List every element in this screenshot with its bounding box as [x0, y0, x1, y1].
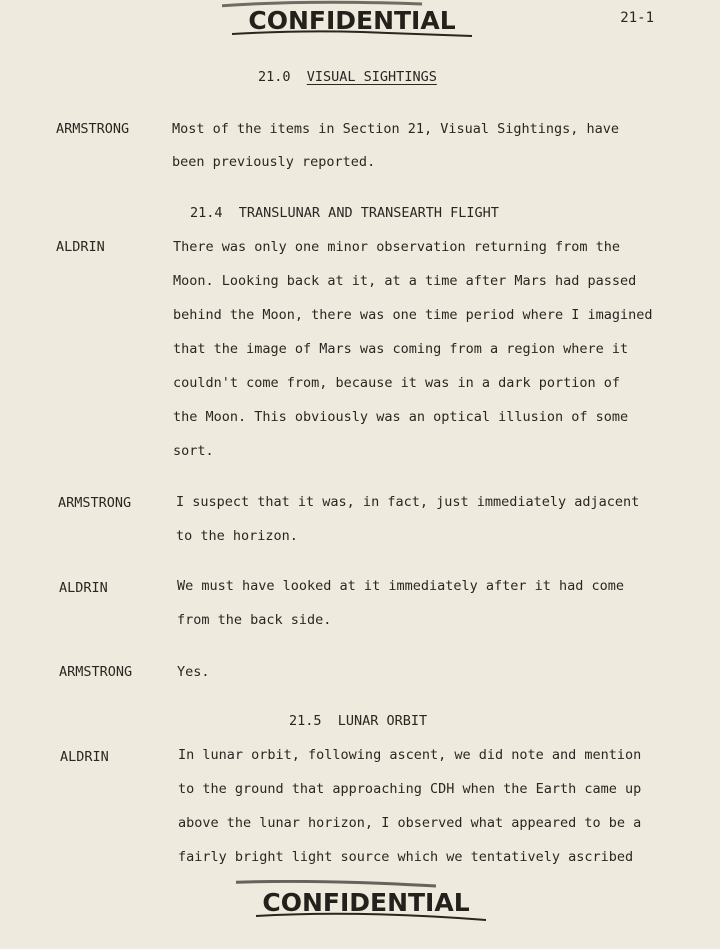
transcript-line: behind the Moon, there was one time period where I imagined — [173, 307, 653, 323]
transcript-line: from the back side. — [177, 612, 332, 628]
transcript-line: Moon. Looking back at it, at a time after Mars had passed — [173, 273, 637, 289]
transcript-line: to the ground that approaching CDH when the Earth came up — [178, 781, 642, 797]
speaker-name: ARMSTRONG — [58, 495, 132, 511]
page-number: 21-1 — [620, 10, 654, 26]
section-number: 21.0 — [258, 69, 291, 85]
stamp-text: CONFIDENTIAL — [262, 888, 470, 917]
speaker-name: ARMSTRONG — [59, 664, 133, 680]
confidential-stamp-top — [222, 0, 482, 50]
section-title: LUNAR ORBIT — [337, 713, 428, 729]
section-heading — [190, 205, 499, 221]
transcript-line: the Moon. This obviously was an optical illusion of some — [173, 409, 629, 425]
transcript-line: to the horizon. — [176, 528, 298, 544]
section-number: 21.5 — [289, 713, 322, 729]
transcript-line: Yes. — [177, 664, 210, 680]
stamp-text: CONFIDENTIAL — [248, 6, 456, 35]
transcript-line: couldn't come from, because it was in a dark portion of — [173, 375, 621, 391]
section-title: VISUAL SIGHTINGS — [306, 69, 437, 85]
transcript-line: In lunar orbit, following ascent, we did note and mention — [178, 747, 642, 763]
transcript-line: that the image of Mars was coming from a region where it — [173, 341, 629, 357]
transcript-line: fairly bright light source which we tentatively ascribed — [178, 849, 634, 865]
transcript-line: been previously reported. — [172, 154, 376, 170]
section-title: TRANSLUNAR AND TRANSEARTH FLIGHT — [238, 205, 499, 221]
transcript-line: I suspect that it was, in fact, just immediately adjacent — [176, 494, 640, 510]
section-heading — [258, 69, 437, 85]
transcript-line: There was only one minor observation returning from the — [173, 239, 621, 255]
transcript-line: above the lunar horizon, I observed what appeared to be a — [178, 815, 642, 831]
transcript-line: sort. — [173, 443, 214, 459]
speaker-name: ALDRIN — [56, 239, 105, 255]
section-number: 21.4 — [190, 205, 223, 221]
speaker-name: ALDRIN — [59, 580, 108, 596]
confidential-stamp-bottom — [236, 880, 496, 930]
transcript-line: We must have looked at it immediately after it had come — [177, 578, 625, 594]
transcript-line: Most of the items in Section 21, Visual Sightings, have — [172, 121, 620, 137]
speaker-name: ALDRIN — [60, 749, 109, 765]
section-heading — [289, 713, 427, 729]
speaker-name: ARMSTRONG — [56, 121, 130, 137]
